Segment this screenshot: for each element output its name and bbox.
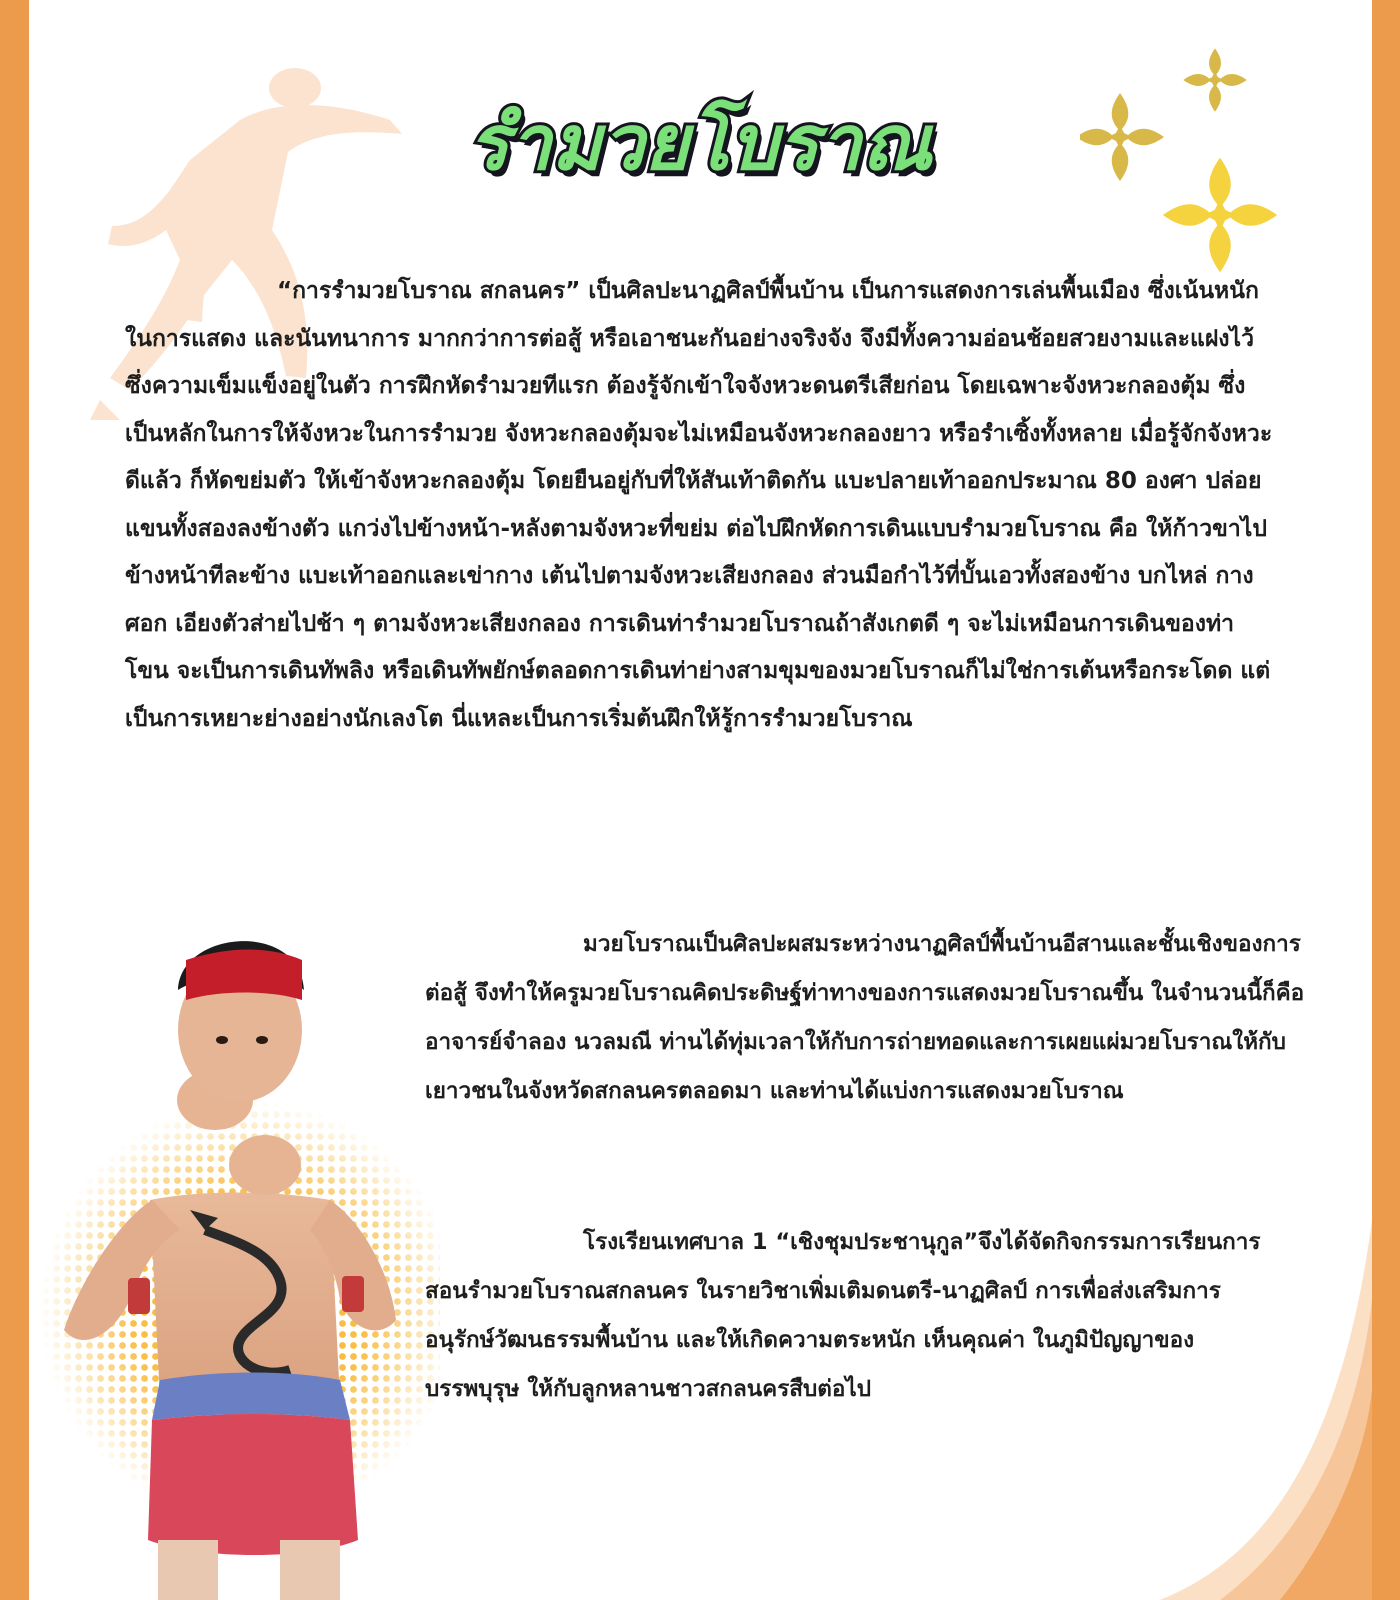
intro-paragraph: “การรำมวยโบราณ สกลนคร” เป็นศิลปะนาฏศิลป์พื้นบ้าน เป็นการแสดงการเล่นพื้นเมือง ซึ่งเน้นหนักในการแสดง และนันทนาการ มากกว่าการต่อสู้ หรือเอาชนะกันอย่างจริงจัง จึงมีทั้งความอ่อนช้อยสวยงามและแฝงไว้ซึ่งความเข็มแข็งอยู่ในตัว การฝึกหัดรำมวยทีแรก ต้องรู้จักเข้าใจจังหวะดนตรีเสียก่อน โดยเฉพาะจังหวะกลองตุ้ม ซึ่งเป็นหลักในการให้จังหวะในการรำมวย จังหวะกลองตุ้มจะไม่เหมือนจังหวะกลองยาว หรือรำเซิ้งทั้งหลาย เมื่อรู้จักจังหวะดีแล้ว ก็หัดขย่มตัว ให้เข้าจังหวะกลองตุ้ม โดยยืนอยู่กับที่ให้สันเท้าติดกัน แบะปลายเท้าออกประมาณ 80 องศา ปล่อยแขนทั้งสองลงข้างตัว แกว่งไปข้างหน้า-หลังตามจังหวะที่ขย่ม ต่อไปฝึกหัดการเดินแบบรำมวยโบราณ คือ ให้ก้าวขาไปข้างหน้าทีละข้าง แบะเท้าออกและเข่ากาง เต้นไปตามจังหวะเสียงกลอง ส่วนมือกำไว้ที่บั้นเอวทั้งสองข้าง บกไหล่ กางศอก เอียงตัวส่ายไปช้า ๆ ตามจังหวะเสียงกลอง การเดินท่ารำมวยโบราณถ้าสังเกตดี ๆ จะไม่เหมือนการเดินของท่าโขน จะเป็นการเดินทัพลิง หรือเดินทัพยักษ์ตลอดการเดินท่าย่างสามขุมของมวยโบราณก็ไม่ใช่การเต้นหรือกระโดด แต่เป็นการเหยาะย่างอย่างนักเลงโต นี่แหละเป็นการเริ่มต้นฝึกให้รู้การรำมวยโบราณ [125,278,1273,732]
page-title [440,88,960,208]
title-text: รำมวยโบราณ [468,98,932,187]
history-paragraph: มวยโบราณเป็นศิลปะผสมระหว่างนาฏศิลป์พื้นบ้านอีสานและชั้นเชิงของการต่อสู้ จึงทำให้ครูมวยโบราณคิดประดิษฐ์ท่าทางของการแสดงมวยโบราณขึ้น ในจำนวนนี้ก็คือ อาจารย์จำลอง นวลมณี ท่านได้ทุ่มเวลาให้กับการถ่ายทอดและการเผยแผ่มวยโบราณให้กับเยาวชนในจังหวัดสกลนครตลอดมา และท่านได้แบ่งการแสดงมวยโบราณ [425,931,1305,1104]
boy-muay-boran-photo-icon [40,900,440,1600]
thai-flower-ornament-icon [1080,40,1330,290]
left-orange-border [0,0,29,1600]
school-paragraph: โรงเรียนเทศบาล 1 “เชิงชุมประชานุกูล”จึงได้จัดกิจกรรมการเรียนการสอนรำมวยโบราณสกลนคร ในรายวิชาเพิ่มเติมดนตรี-นาฏศิลป์ การเพื่อส่งเสริมการอนุรักษ์วัฒนธรรมพื้นบ้าน และให้เกิดความตระหนัก เห็นคุณค่า ในภูมิปัญญาของบรรพบุรุษ ให้กับลูกหลานชาวสกลนครสืบต่อไป [425,1229,1261,1402]
